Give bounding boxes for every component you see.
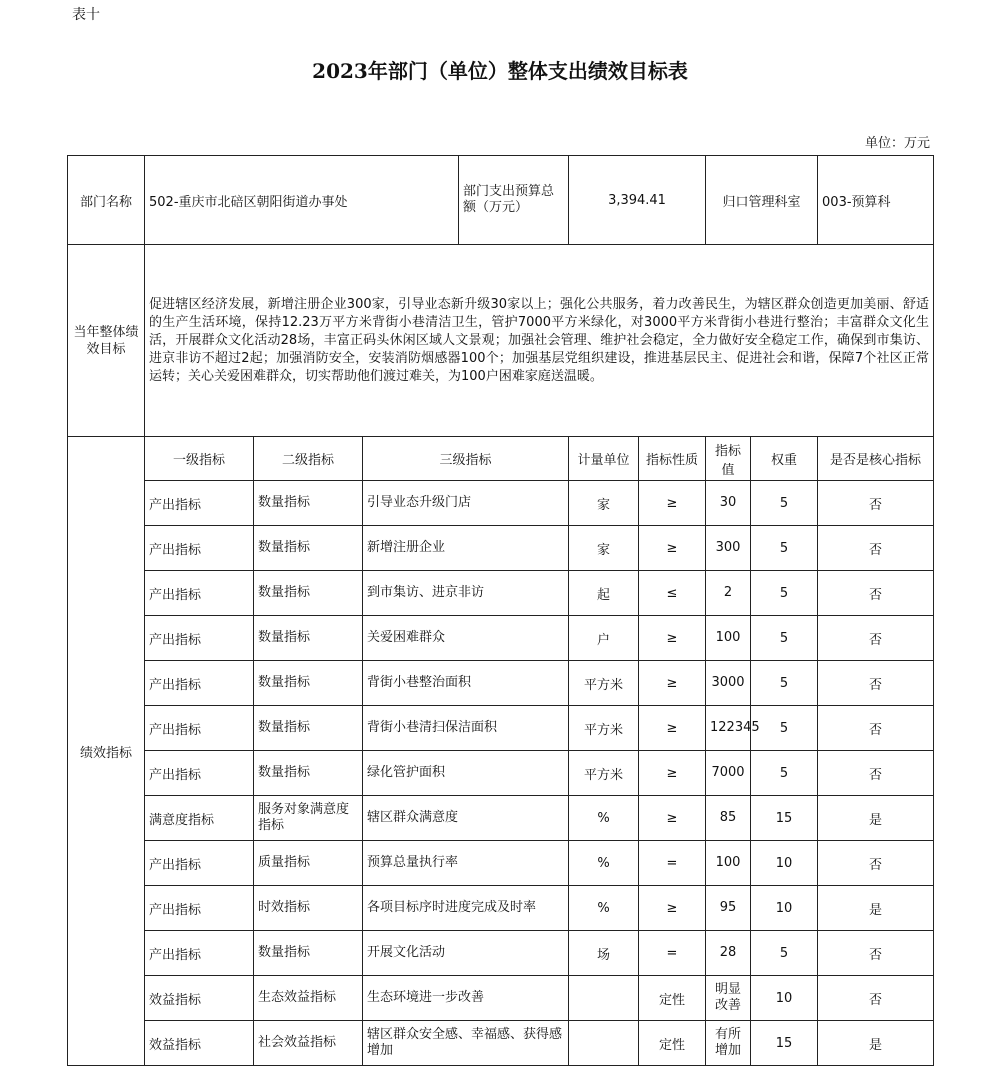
core-cell: 否 bbox=[818, 976, 934, 1021]
nature-cell: = bbox=[639, 841, 706, 886]
table-number: 表十 bbox=[72, 7, 100, 23]
value-cell: 28 bbox=[706, 931, 751, 976]
core-cell: 否 bbox=[818, 481, 934, 526]
goal-text: 促进辖区经济发展，新增注册企业300家，引导业态新升级30家以上；强化公共服务，着力改善民生，为辖区群众创造更加美丽、舒适的生产生活环境，保持12.23万平方米背街小巷清洁卫生，管护7000平方米绿化，对3000平方米背街小巷进行整治；丰富群众文化生活，开展群众文化活动28场，丰富正码头休闲区域人文景观；加强社会管理、维护社会稳定，全力做好安全稳定工作，确保到市集访、进京非访不超过2起；加强消防安全，安装消防烟感器100个；加强基层党组织建设，推进基层民主、促进社会和谐，保障7个社区正常运转；关心关爱困难群众，切实帮助他们渡过难关，为100户困难家庭送温暖。 bbox=[145, 245, 934, 437]
column-header: 三级指标 bbox=[363, 437, 569, 481]
column-header: 权重 bbox=[751, 437, 818, 481]
value-cell: 95 bbox=[706, 886, 751, 931]
level1-cell: 效益指标 bbox=[145, 1021, 254, 1066]
level1-cell: 产出指标 bbox=[145, 886, 254, 931]
value-cell: 2 bbox=[706, 571, 751, 616]
level1-cell: 产出指标 bbox=[145, 751, 254, 796]
table-row bbox=[68, 796, 934, 841]
column-header: 指标性质 bbox=[639, 437, 706, 481]
nature-cell: ≥ bbox=[639, 661, 706, 706]
level1-cell: 产出指标 bbox=[145, 661, 254, 706]
page-title: 2023年部门（单位）整体支出绩效目标表 bbox=[312, 59, 688, 83]
value-cell: 122345 bbox=[706, 706, 751, 751]
level3-cell: 生态环境进一步改善 bbox=[363, 976, 569, 1021]
level1-cell: 产出指标 bbox=[145, 616, 254, 661]
unit-label: 单位：万元 bbox=[864, 136, 930, 151]
nature-cell: ≥ bbox=[639, 886, 706, 931]
table-row bbox=[68, 886, 934, 931]
level2-cell: 数量指标 bbox=[254, 706, 363, 751]
goal-row bbox=[68, 245, 934, 437]
level3-cell: 到市集访、进京非访 bbox=[363, 571, 569, 616]
weight-cell: 5 bbox=[751, 706, 818, 751]
nature-cell: ≥ bbox=[639, 796, 706, 841]
column-header: 是否是核心指标 bbox=[818, 437, 934, 481]
budget-value: 3,394.41 bbox=[569, 156, 706, 245]
nature-cell: 定性 bbox=[639, 976, 706, 1021]
core-cell: 否 bbox=[818, 751, 934, 796]
dept-name-label: 部门名称 bbox=[68, 156, 145, 245]
weight-cell: 5 bbox=[751, 481, 818, 526]
level3-cell: 预算总量执行率 bbox=[363, 841, 569, 886]
unit-cell: 家 bbox=[569, 481, 639, 526]
table-row bbox=[68, 976, 934, 1021]
value-cell: 85 bbox=[706, 796, 751, 841]
weight-cell: 15 bbox=[751, 1021, 818, 1066]
level3-cell: 引导业态升级门店 bbox=[363, 481, 569, 526]
level2-cell: 数量指标 bbox=[254, 526, 363, 571]
core-cell: 是 bbox=[818, 1021, 934, 1066]
table-row bbox=[68, 481, 934, 526]
nature-cell: ≥ bbox=[639, 616, 706, 661]
level3-cell: 新增注册企业 bbox=[363, 526, 569, 571]
level2-cell: 数量指标 bbox=[254, 661, 363, 706]
nature-cell: ≥ bbox=[639, 526, 706, 571]
nature-cell: ≥ bbox=[639, 706, 706, 751]
unit-cell: % bbox=[569, 886, 639, 931]
nature-cell: ≥ bbox=[639, 751, 706, 796]
value-cell: 有所增加 bbox=[706, 1021, 751, 1066]
value-cell: 300 bbox=[706, 526, 751, 571]
weight-cell: 5 bbox=[751, 661, 818, 706]
value-cell: 30 bbox=[706, 481, 751, 526]
value-cell: 100 bbox=[706, 841, 751, 886]
level1-cell: 产出指标 bbox=[145, 571, 254, 616]
level2-cell: 质量指标 bbox=[254, 841, 363, 886]
level2-cell: 时效指标 bbox=[254, 886, 363, 931]
weight-cell: 5 bbox=[751, 616, 818, 661]
nature-cell: ≤ bbox=[639, 571, 706, 616]
header-row bbox=[68, 156, 934, 245]
core-cell: 否 bbox=[818, 526, 934, 571]
indicator-section-label: 绩效指标 bbox=[68, 437, 145, 1066]
level1-cell: 效益指标 bbox=[145, 976, 254, 1021]
level1-cell: 产出指标 bbox=[145, 526, 254, 571]
table-row bbox=[68, 526, 934, 571]
goal-label: 当年整体绩效目标 bbox=[68, 245, 145, 437]
weight-cell: 15 bbox=[751, 796, 818, 841]
core-cell: 否 bbox=[818, 841, 934, 886]
mgmt-dept-label: 归口管理科室 bbox=[706, 156, 818, 245]
weight-cell: 10 bbox=[751, 976, 818, 1021]
weight-cell: 5 bbox=[751, 751, 818, 796]
unit-cell: 场 bbox=[569, 931, 639, 976]
level1-cell: 产出指标 bbox=[145, 931, 254, 976]
column-header: 一级指标 bbox=[145, 437, 254, 481]
level1-cell: 满意度指标 bbox=[145, 796, 254, 841]
unit-cell: % bbox=[569, 841, 639, 886]
level2-cell: 社会效益指标 bbox=[254, 1021, 363, 1066]
value-cell: 明显改善 bbox=[706, 976, 751, 1021]
weight-cell: 10 bbox=[751, 841, 818, 886]
core-cell: 是 bbox=[818, 886, 934, 931]
level2-cell: 数量指标 bbox=[254, 616, 363, 661]
nature-cell: = bbox=[639, 931, 706, 976]
level2-cell: 数量指标 bbox=[254, 931, 363, 976]
unit-cell: 平方米 bbox=[569, 706, 639, 751]
core-cell: 否 bbox=[818, 616, 934, 661]
level3-cell: 背街小巷整治面积 bbox=[363, 661, 569, 706]
column-header: 指标值 bbox=[706, 437, 751, 481]
value-cell: 100 bbox=[706, 616, 751, 661]
value-cell: 3000 bbox=[706, 661, 751, 706]
level1-cell: 产出指标 bbox=[145, 841, 254, 886]
indicator-header-row bbox=[68, 437, 934, 481]
table-row bbox=[68, 661, 934, 706]
unit-cell: 起 bbox=[569, 571, 639, 616]
nature-cell: ≥ bbox=[639, 481, 706, 526]
level2-cell: 数量指标 bbox=[254, 751, 363, 796]
level1-cell: 产出指标 bbox=[145, 706, 254, 751]
table-row bbox=[68, 841, 934, 886]
unit-cell: 平方米 bbox=[569, 751, 639, 796]
level3-cell: 关爱困难群众 bbox=[363, 616, 569, 661]
unit-cell: % bbox=[569, 796, 639, 841]
level3-cell: 开展文化活动 bbox=[363, 931, 569, 976]
level2-cell: 数量指标 bbox=[254, 481, 363, 526]
mgmt-dept-value: 003-预算科 bbox=[818, 156, 934, 245]
table-row bbox=[68, 751, 934, 796]
column-header: 计量单位 bbox=[569, 437, 639, 481]
table-row bbox=[68, 706, 934, 751]
unit-cell: 平方米 bbox=[569, 661, 639, 706]
unit-cell: 家 bbox=[569, 526, 639, 571]
nature-cell: 定性 bbox=[639, 1021, 706, 1066]
unit-cell bbox=[569, 1021, 639, 1066]
core-cell: 否 bbox=[818, 706, 934, 751]
table-row bbox=[68, 931, 934, 976]
level3-cell: 绿化管护面积 bbox=[363, 751, 569, 796]
core-cell: 是 bbox=[818, 796, 934, 841]
core-cell: 否 bbox=[818, 571, 934, 616]
level2-cell: 生态效益指标 bbox=[254, 976, 363, 1021]
level1-cell: 产出指标 bbox=[145, 481, 254, 526]
value-cell: 7000 bbox=[706, 751, 751, 796]
level3-cell: 各项目标序时进度完成及时率 bbox=[363, 886, 569, 931]
column-header: 二级指标 bbox=[254, 437, 363, 481]
weight-cell: 5 bbox=[751, 571, 818, 616]
core-cell: 否 bbox=[818, 661, 934, 706]
level2-cell: 服务对象满意度指标 bbox=[254, 796, 363, 841]
table-row bbox=[68, 1021, 934, 1066]
unit-cell bbox=[569, 976, 639, 1021]
weight-cell: 10 bbox=[751, 886, 818, 931]
weight-cell: 5 bbox=[751, 526, 818, 571]
unit-cell: 户 bbox=[569, 616, 639, 661]
level2-cell: 数量指标 bbox=[254, 571, 363, 616]
budget-label: 部门支出预算总额（万元） bbox=[459, 156, 569, 245]
weight-cell: 5 bbox=[751, 931, 818, 976]
table-row bbox=[68, 571, 934, 616]
level3-cell: 辖区群众安全感、幸福感、获得感增加 bbox=[363, 1021, 569, 1066]
level3-cell: 辖区群众满意度 bbox=[363, 796, 569, 841]
table-row bbox=[68, 616, 934, 661]
level3-cell: 背街小巷清扫保洁面积 bbox=[363, 706, 569, 751]
performance-table bbox=[67, 155, 934, 1066]
core-cell: 否 bbox=[818, 931, 934, 976]
dept-name-value: 502-重庆市北碚区朝阳街道办事处 bbox=[145, 156, 459, 245]
